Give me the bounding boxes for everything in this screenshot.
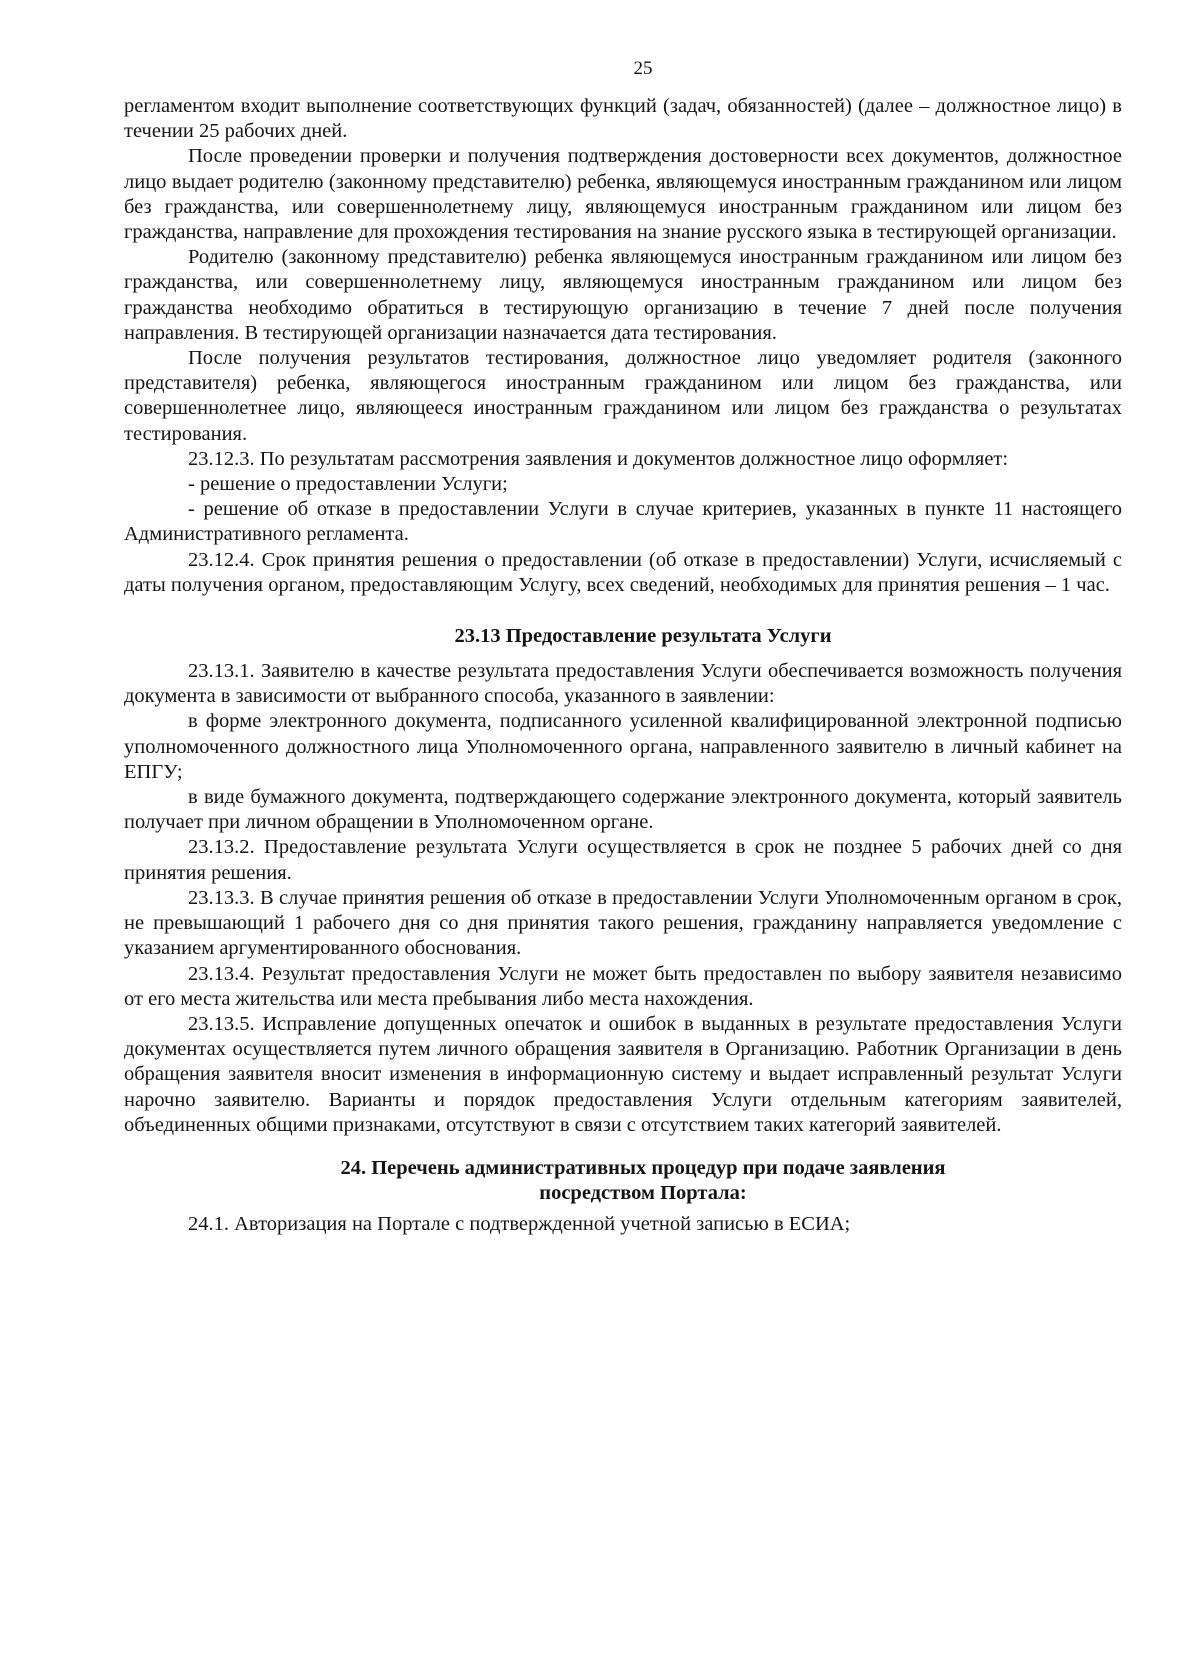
paragraph: 23.12.3. По результатам рассмотрения заявления и документов должностное лицо оформляет:	[188, 447, 1009, 470]
section-23-13-body	[124, 659, 1122, 1138]
paragraph: регламентом входит выполнение соответствующих функций (задач, обязанностей) (далее – должностное лицо) в течении 25 рабочих дней.	[124, 95, 1122, 143]
paragraph: 23.13.4. Результат предоставления Услуги не может быть предоставлен по выбору заявителя независимо от его места жительства или места пребывания либо места нахождения.	[124, 962, 1122, 1010]
paragraph: 23.13.3. В случае принятия решения об отказе в предоставлении Услуги Уполномоченным органом в срок, не превышающий 1 рабочего дня со дня принятия такого решения, гражданину направляется уведомление с указанием аргументированного обоснования.	[124, 886, 1122, 960]
paragraph: После проведении проверки и получения подтверждения достоверности всех документов, должностное лицо выдает родителю (законному представителю) ребенка, являющемуся иностранным гражданином или лицом без гражданства, или совершеннолетнему лицу, являющемуся иностранным гражданином или лицом без гражданства, направление для прохождения тестирования на знание русского языка в тестирующей организации.	[124, 145, 1122, 244]
paragraph: 23.13.1. Заявителю в качестве результата предоставления Услуги обеспечивается возможность получения документа в зависимости от выбранного способа, указанного в заявлении:	[124, 660, 1122, 708]
page-number: 25	[633, 58, 653, 79]
section-heading-24	[124, 1156, 1122, 1206]
paragraph: Родителю (законному представителю) ребенка являющемуся иностранным гражданином или лицом без гражданства, или совершеннолетнему лицу, являющемуся иностранным гражданином или лицом без гражданства необходимо обратиться в тестирующую организацию в течение 7 дней после получения направления. В тестирующей организации назначается дата тестирования.	[124, 246, 1122, 344]
section-24-body	[124, 1212, 1122, 1237]
list-item: - решение об отказе в предоставлении Услуги в случае критериев, указанных в пункте 11 настоящего Административного регламента.	[124, 498, 1122, 546]
section-23-12-body	[124, 94, 1122, 598]
paragraph: в виде бумажного документа, подтверждающего содержание электронного документа, который заявитель получает при личном обращении в Уполномоченном органе.	[124, 786, 1122, 834]
section-heading-23-13: 23.13 Предоставление результата Услуги	[454, 625, 832, 648]
paragraph: После получения результатов тестирования, должностное лицо уведомляет родителя (законного представителя) ребенка, являющегося иностранным гражданином или лицом без гражданства, или совершеннолетнее лицо, являющееся иностранным гражданином или лицом без гражданства о результатах тестирования.	[124, 347, 1122, 445]
paragraph: 23.13.2. Предоставление результата Услуги осуществляется в срок не позднее 5 рабочих дней со дня принятия решения.	[124, 836, 1122, 884]
section-heading-24-line1: 24. Перечень административных процедур при подаче заявления	[340, 1156, 946, 1179]
paragraph: в форме электронного документа, подписанного усиленной квалифицированной электронной подписью уполномоченного должностного лица Уполномоченного органа, направленного заявителю в личный кабинет на ЕПГУ;	[124, 710, 1122, 783]
paragraph: 24.1. Авторизация на Портале с подтвержденной учетной записью в ЕСИА;	[188, 1212, 851, 1235]
paragraph: 23.13.5. Исправление допущенных опечаток и ошибок в выданных в результате предоставления Услуги документах осуществляется путем личного обращения заявителя в Организацию. Работник Организации в день обращения заявителя вносит изменения в информационную систему и выдает исправленный результат Услуги нарочно заявителю. Варианты и порядок предоставления Услуги отдельным категориям заявителей, объединенных общими признаками, отсутствуют в связи с отсутствием таких категорий заявителей.	[124, 1012, 1122, 1136]
section-heading-24-line2: посредством Портала:	[539, 1181, 747, 1204]
paragraph: 23.12.4. Срок принятия решения о предоставлении (об отказе в предоставлении) Услуги, исчисляемый с даты получения органом, предоставляющим Услугу, всех сведений, необходимых для принятия решения – 1 час.	[124, 548, 1122, 596]
list-item: - решение о предоставлении Услуги;	[188, 473, 508, 496]
